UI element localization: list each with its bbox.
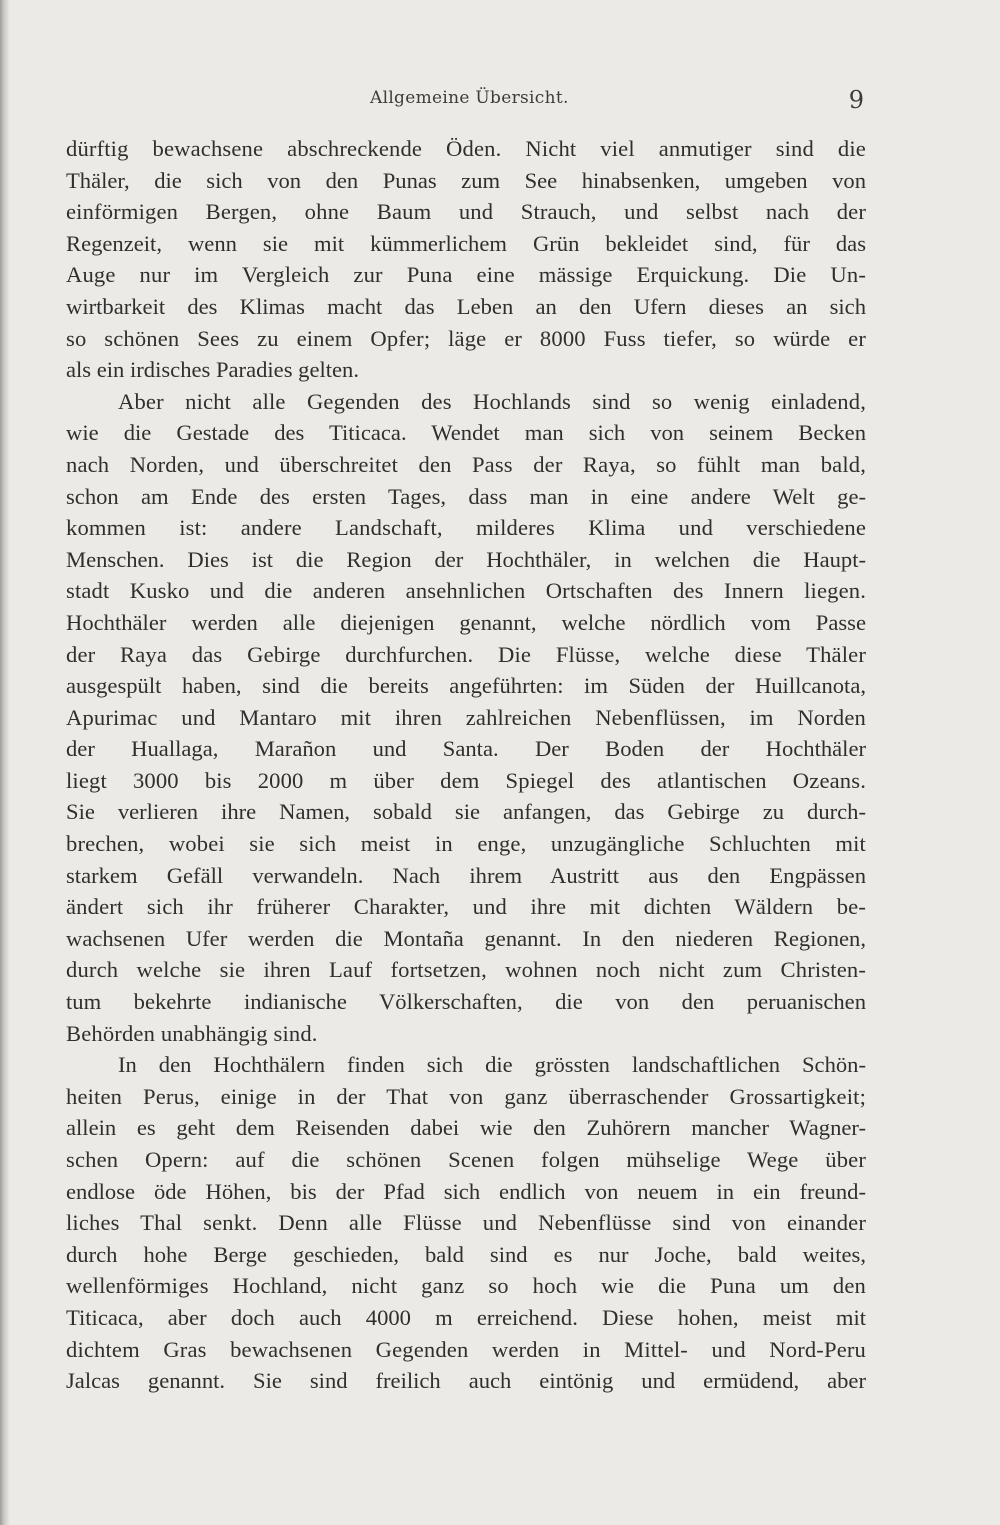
text-line: allein es geht dem Reisenden dabei wie den Zuhörern mancher Wagner- bbox=[66, 1115, 866, 1141]
text-line: Apurimac und Mantaro mit ihren zahlreichen Nebenflüssen, im Norden bbox=[66, 704, 866, 730]
text-line: dichtem Gras bewachsenen Gegenden werden in Mittel- und Nord-Peru bbox=[66, 1336, 866, 1362]
text-line: Auge nur im Vergleich zur Puna eine mässige Erquickung. Die Un- bbox=[66, 262, 866, 288]
text-line: Sie verlieren ihre Namen, sobald sie anfangen, das Gebirge zu durch- bbox=[66, 799, 866, 825]
text-line: schen Opern: auf die schönen Scenen folgen mühselige Wege über bbox=[66, 1147, 866, 1172]
text-line: tum bekehrte indianische Völkerschaften, die von den peruanischen bbox=[66, 989, 866, 1015]
running-title: Allgemeine Übersicht. bbox=[370, 88, 569, 108]
text-line: schon am Ende des ersten Tages, dass man in eine andere Welt ge- bbox=[66, 483, 866, 509]
text-line: nach Norden, und überschreitet den Pass der Raya, so fühlt man bald, bbox=[66, 451, 866, 477]
body-text bbox=[66, 133, 866, 1397]
text-line: so schönen Sees zu einem Opfer; läge er 8000 Fuss tiefer, so würde er bbox=[66, 325, 866, 351]
text-line: Behörden unabhängig sind. bbox=[66, 1020, 318, 1046]
text-line: brechen, wobei sie sich meist in enge, unzugängliche Schluchten mit bbox=[66, 831, 866, 857]
text-line: liegt 3000 bis 2000 m über dem Spiegel des atlantischen Ozeans. bbox=[66, 767, 866, 793]
text-line: stadt Kusko und die anderen ansehnlichen Ortschaften des Innern liegen. bbox=[66, 578, 866, 604]
text-line: wie die Gestade des Titicaca. Wendet man sich von seinem Becken bbox=[66, 420, 866, 446]
text-line: Aber nicht alle Gegenden des Hochlands sind so wenig einladend, bbox=[118, 388, 866, 414]
text-line: Hochthäler werden alle diejenigen genannt, welche nördlich vom Passe bbox=[66, 609, 866, 635]
text-line: endlose öde Höhen, bis der Pfad sich endlich von neuem in ein freund- bbox=[66, 1178, 866, 1204]
text-line: In den Hochthälern finden sich die grössten landschaftlichen Schön- bbox=[118, 1052, 866, 1078]
text-line: der Huallaga, Marañon und Santa. Der Boden der Hochthäler bbox=[66, 736, 866, 762]
text-line: Regenzeit, wenn sie mit kümmerlichem Grün bekleidet sind, für das bbox=[66, 230, 866, 256]
text-line: Jalcas genannt. Sie sind freilich auch eintönig und ermüdend, aber bbox=[66, 1368, 866, 1394]
running-head bbox=[66, 86, 866, 116]
text-line: der Raya das Gebirge durchfurchen. Die Flüsse, welche diese Thäler bbox=[66, 641, 866, 667]
text-line: ausgespült haben, sind die bereits angeführten: im Süden der Huillcanota, bbox=[66, 673, 866, 699]
text-line: liches Thal senkt. Denn alle Flüsse und Nebenflüsse sind von einander bbox=[66, 1210, 866, 1236]
text-line: Thäler, die sich von den Punas zum See hinabsenken, umgeben von bbox=[66, 167, 866, 193]
text-line: heiten Perus, einige in der That von ganz überraschender Grossartigkeit; bbox=[66, 1083, 866, 1109]
text-line: einförmigen Bergen, ohne Baum und Strauch, und selbst nach der bbox=[66, 199, 866, 225]
text-line: durch hohe Berge geschieden, bald sind es nur Joche, bald weites, bbox=[66, 1241, 866, 1267]
text-line: wellenförmiges Hochland, nicht ganz so hoch wie die Puna um den bbox=[66, 1273, 866, 1299]
text-line: dürftig bewachsene abschreckende Öden. Nicht viel anmutiger sind die bbox=[66, 136, 866, 161]
text-line: starkem Gefäll verwandeln. Nach ihrem Austritt aus den Engpässen bbox=[66, 862, 866, 888]
text-line: wirtbarkeit des Klimas macht das Leben an den Ufern dieses an sich bbox=[66, 293, 866, 319]
page-binding-edge bbox=[0, 0, 10, 1525]
page-number: 9 bbox=[848, 86, 864, 114]
text-line: Menschen. Dies ist die Region der Hochthäler, in welchen die Haupt- bbox=[66, 546, 866, 572]
text-line: als ein irdisches Paradies gelten. bbox=[66, 357, 360, 383]
text-line: durch welche sie ihren Lauf fortsetzen, wohnen noch nicht zum Christen- bbox=[66, 957, 866, 983]
text-line: Titicaca, aber doch auch 4000 m erreichend. Diese hohen, meist mit bbox=[66, 1304, 866, 1330]
text-line: wachsenen Ufer werden die Montaña genannt. In den niederen Regionen, bbox=[66, 925, 866, 951]
text-line: kommen ist: andere Landschaft, milderes Klima und verschiedene bbox=[66, 515, 866, 541]
text-line: ändert sich ihr früherer Charakter, und ihre mit dichten Wäldern be- bbox=[66, 894, 866, 920]
